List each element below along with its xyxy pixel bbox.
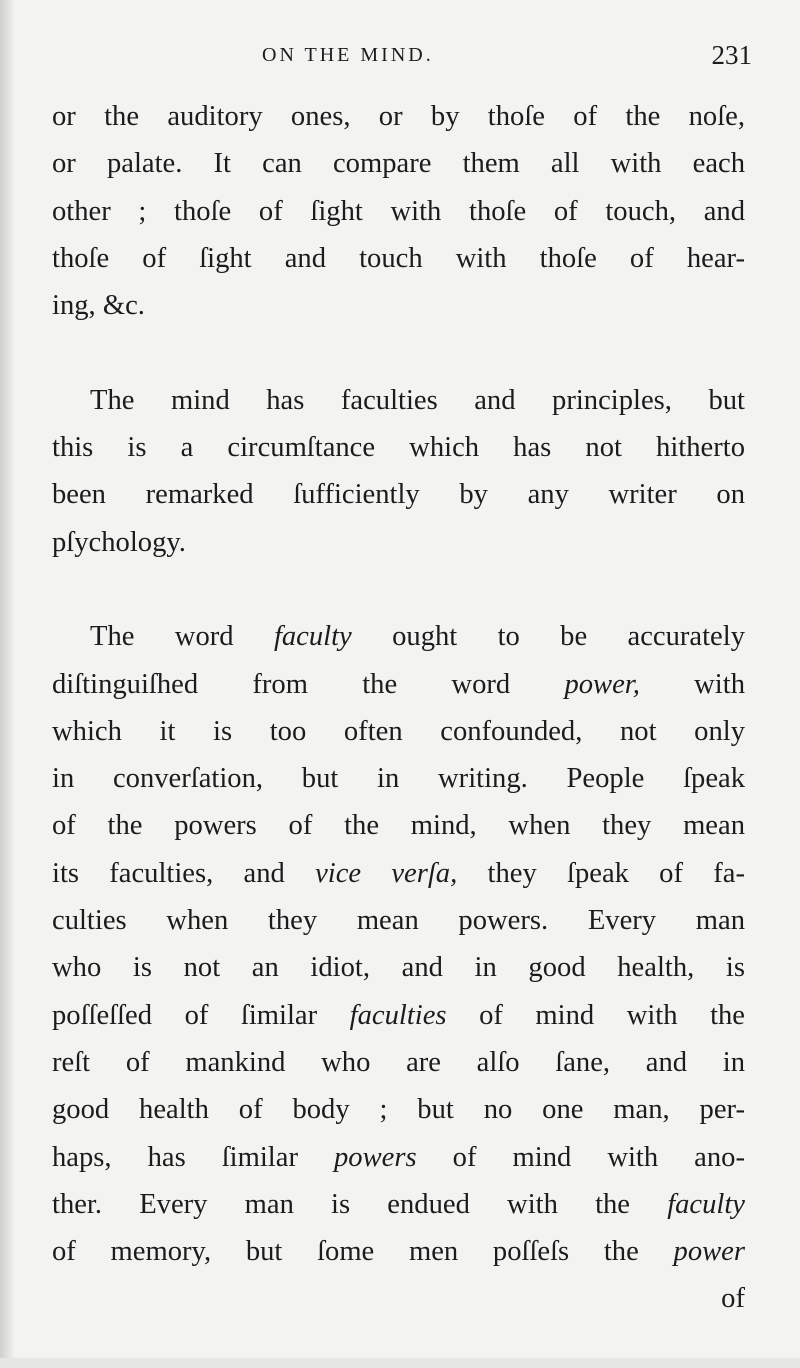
text-line <box>52 661 745 708</box>
text-line <box>52 1228 745 1275</box>
text-run: haps, has ſimilar <box>52 1141 334 1173</box>
text-line: who is not an idiot, and in good health, is <box>52 952 745 984</box>
body-text <box>52 93 745 1323</box>
text-run: poſſeſſed of ſimilar <box>52 999 350 1031</box>
binding-shadow <box>0 0 14 1368</box>
text-line <box>52 1134 745 1181</box>
text-line: this is a circumſtance which has not hitherto <box>52 432 745 464</box>
text-line: reſt of mankind who are alſo ſane, and in <box>52 1046 745 1078</box>
text-line <box>52 1181 745 1228</box>
text-run: The word <box>90 621 274 653</box>
text-run: ought to be accurately <box>351 621 745 653</box>
text-run: diſtinguiſhed from the word <box>52 668 565 700</box>
italic-word: power, <box>564 668 640 700</box>
paragraph-gap <box>52 566 745 613</box>
italic-word: vice verſa, <box>315 857 458 889</box>
text-line: thoſe of ſight and touch with thoſe of hear- <box>52 242 745 274</box>
text-line: or the auditory ones, or by thoſe of the noſe, <box>52 101 745 132</box>
text-line: ing, &c. <box>52 290 145 322</box>
text-line: been remarked ſufficiently by any writer on <box>52 479 745 511</box>
page-bottom-edge <box>0 1358 800 1368</box>
text-line: pſychology. <box>52 526 186 558</box>
running-head: ON THE MIND. <box>262 44 434 66</box>
text-line <box>52 850 745 897</box>
text-run: ther. Every man is endued with the <box>52 1188 668 1220</box>
text-line: in converſation, but in writing. People ſpeak <box>52 763 745 795</box>
paragraph-gap <box>52 329 745 376</box>
catchword: of <box>721 1283 745 1315</box>
text-line <box>52 613 745 660</box>
text-run: with <box>639 668 745 700</box>
text-run: they ſpeak of fa- <box>457 857 745 889</box>
text-line: which it is too often confounded, not only <box>52 715 745 747</box>
text-line: good health of body ; but no one man, per- <box>52 1094 745 1126</box>
italic-word: powers <box>334 1141 417 1173</box>
page-header <box>52 40 752 80</box>
text-line: of the powers of the mind, when they mean <box>52 810 745 842</box>
text-line: The mind has faculties and principles, but <box>90 384 745 416</box>
text-line: other ; thoſe of ſight with thoſe of touch, and <box>52 195 745 227</box>
italic-word: faculty <box>667 1188 745 1220</box>
italic-word: power <box>673 1236 745 1268</box>
text-line <box>52 992 745 1039</box>
text-run: its faculties, and <box>52 857 316 889</box>
text-run: of mind with the <box>446 999 746 1031</box>
italic-word: faculties <box>349 999 447 1031</box>
text-run: of memory, but ſome men poſſeſs the <box>52 1236 674 1268</box>
text-run: of mind with ano- <box>416 1141 745 1173</box>
italic-word: faculty <box>273 621 352 653</box>
text-line: or palate. It can compare them all with each <box>52 148 745 180</box>
page-number: 231 <box>711 40 752 70</box>
text-line: culties when they mean powers. Every man <box>52 905 745 937</box>
